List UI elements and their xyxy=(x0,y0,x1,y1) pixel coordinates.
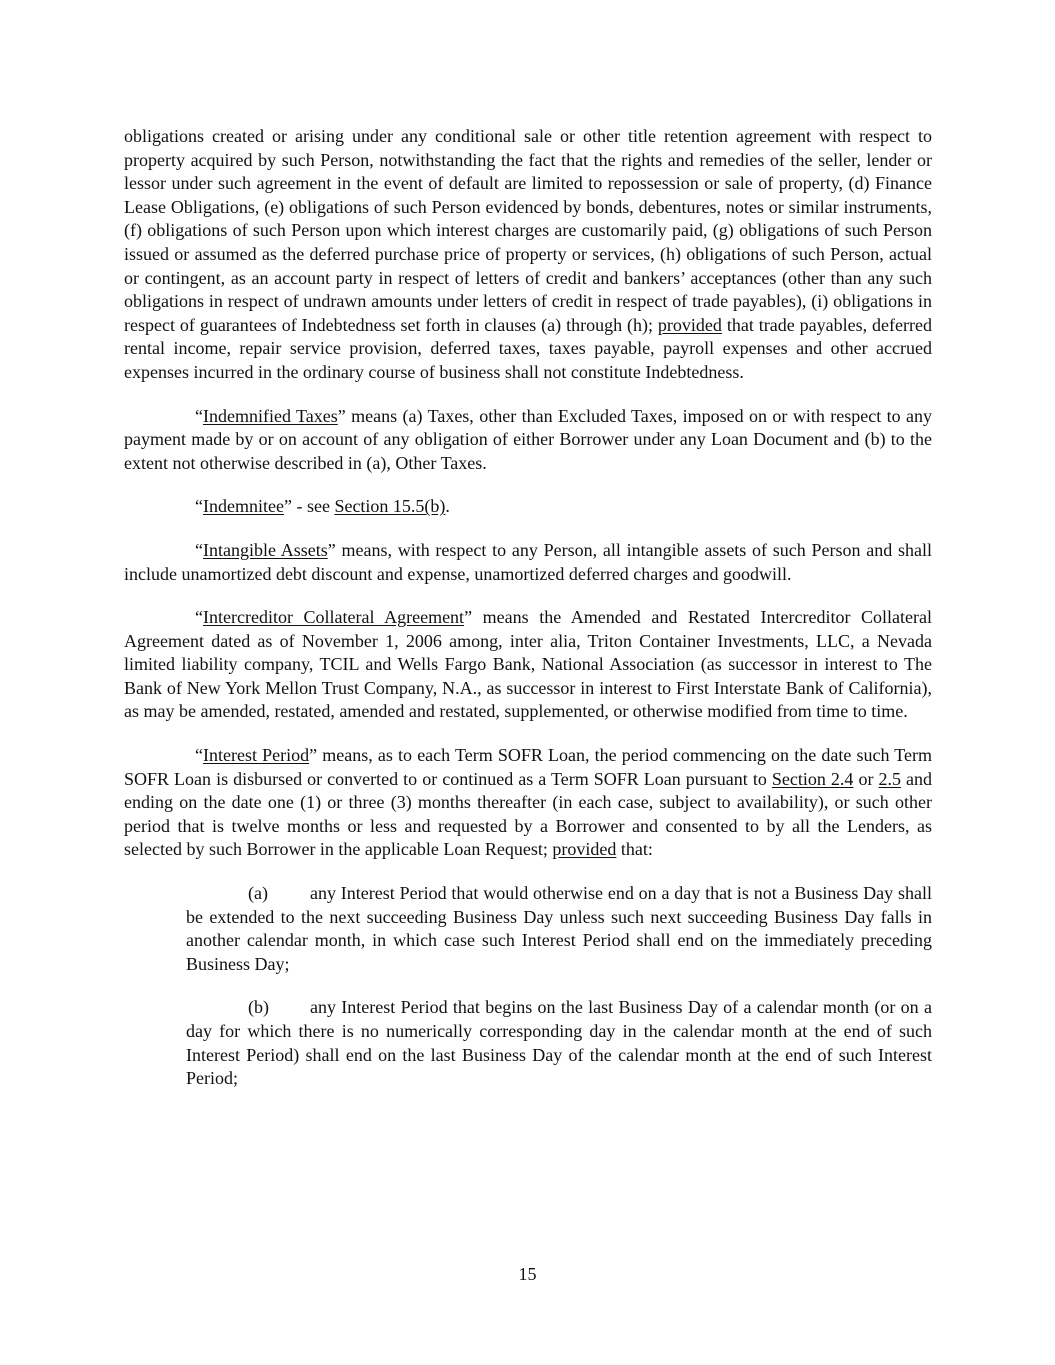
defined-term: Indemnified Taxes xyxy=(203,405,338,426)
clause-label: (b) xyxy=(248,997,269,1018)
defined-term: Intangible Assets xyxy=(203,539,328,560)
section-reference: Section 2.4 xyxy=(771,768,854,789)
defined-term: Intercreditor Collateral Agreement xyxy=(203,607,465,628)
indebtedness-continuation-paragraph: obligations created or arising under any conditional sale or other title retention agreement with respect to property acquired by such Person, notwithstanding the fact that the rights and remedies of the seller, lender or lessor under such agreement in the event of default are limited to repossession or sale of property, (d) Finance Lease Obligations, (e) obligations of such Person evidenced by bonds, debentures, notes or similar instruments, (f) obligations of such Person upon which interest charges are customarily paid, (g) obligations of such Person issued or assumed as the deferred purchase price of property or services, (h) obligations of such Person, actual or contingent, as an account party in respect of letters of credit and bankers’ acceptances (other than any such obligations in respect of undrawn amounts under letters of credit in respect of trade payables), (i) obligations in respect of guarantees of Indebtedness set forth in clauses (a) through (h); provided that trade payables, deferred rental income, repair service provision, deferred taxes, taxes payable, payroll expenses and other accrued expenses incurred in the ordinary course of business shall not constitute Indebtedness. xyxy=(124,126,932,382)
provided-term: provided xyxy=(552,839,617,860)
definition-indemnitee: “Indemnitee” - see Section 15.5(b). xyxy=(195,496,450,517)
clause-label: (a) xyxy=(248,883,268,904)
definition-intangible-assets: “Intangible Assets” means, with respect to any Person, all intangible assets of such Person and shall include unamortized debt discount and expense, unamortized deferred charges and goodwill. xyxy=(124,539,932,584)
definition-intercreditor-collateral-agreement: “Intercreditor Collateral Agreement” means the Amended and Restated Intercreditor Collateral Agreement dated as of November 1, 2006 among, inter alia, Triton Container Investments, LLC, a Nevada limited liability company, TCIL and Wells Fargo Bank, National Association (as successor in interest to The Bank of New York Mellon Trust Company, N.A., as successor in interest to First Interstate Bank of California), as may be amended, restated, amended and restated, supplemented, or otherwise modified from time to time. xyxy=(124,607,932,722)
section-reference: 2.5 xyxy=(878,768,901,789)
defined-term: Interest Period xyxy=(203,745,310,766)
section-reference: Section 15.5(b) xyxy=(334,496,446,517)
clause-a: (a) any Interest Period that would otherwise end on a day that is not a Business Day shall be extended to the next succeeding Business Day unless such next succeeding Business Day falls in another calendar month, in which case such Interest Period shall end on the immediately preceding Business Day; xyxy=(186,883,932,974)
provided-term: provided xyxy=(657,314,722,335)
page-number: 15 xyxy=(518,1264,537,1284)
defined-term: Indemnitee xyxy=(203,496,284,517)
clause-b: (b) any Interest Period that begins on the last Business Day of a calendar month (or on a day for which there is no numerically corresponding day in the calendar month at the end of such Interest Period) shall end on the last Business Day of the calendar month at the end of such Interest Period; xyxy=(186,997,932,1089)
definition-indemnified-taxes: “Indemnified Taxes” means (a) Taxes, other than Excluded Taxes, imposed on or with respect to any payment made by or on account of any obligation of either Borrower under any Loan Document and (b) to the extent not otherwise described in (a), Other Taxes. xyxy=(124,405,932,473)
definition-interest-period: “Interest Period” means, as to each Term SOFR Loan, the period commencing on the date such Term SOFR Loan is disbursed or converted to or continued as a Term SOFR Loan pursuant to Section 2.4 or 2.5 and ending on the date one (1) or three (3) months thereafter (in each case, subject to availability), or such other period that is twelve months or less and requested by a Borrower and consented to by all the Lenders, as selected by such Borrower in the applicable Loan Request; provided that: xyxy=(124,745,933,860)
document-page xyxy=(124,125,932,1111)
